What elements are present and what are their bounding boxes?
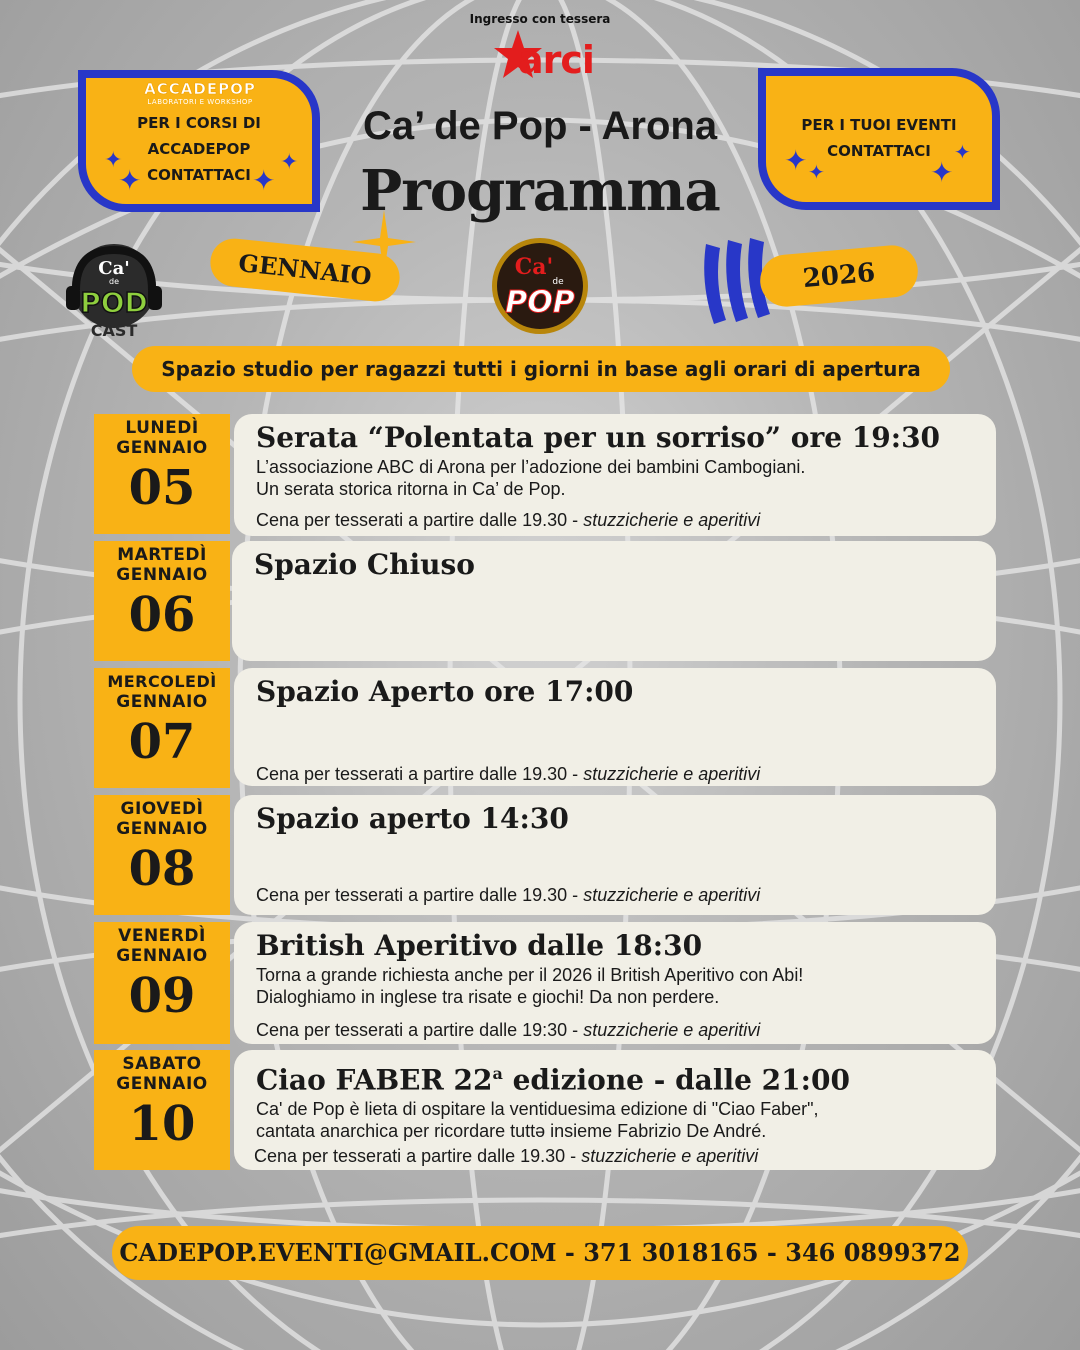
- event-note-italic: stuzzicherie e aperitivi: [583, 885, 761, 905]
- sparkle-icon: ✦: [280, 150, 299, 175]
- sparkle-icon: ✦: [808, 160, 825, 184]
- year-pill: 2026: [758, 243, 920, 309]
- sparkle-icon: ✦: [104, 148, 123, 173]
- event-card-10: [234, 1050, 996, 1170]
- event-description-line2: cantata anarchica per ricordare tuttə insieme Fabrizio De André.: [256, 1121, 767, 1142]
- event-description-line1: Ca' de Pop è lieta di ospitare la ventiduesima edizione di "Ciao Faber",: [256, 1099, 819, 1120]
- event-title-sup: a: [492, 1064, 503, 1083]
- event-card-08: [234, 795, 996, 915]
- sparkle-icon: ✦: [252, 164, 276, 197]
- ingresso-label: Ingresso con tessera: [469, 12, 611, 26]
- day-name: LUNEDÌ: [125, 418, 199, 438]
- event-card-07: [234, 668, 996, 786]
- event-card-05: [234, 414, 996, 536]
- podcast-logo-line2: de: [109, 277, 119, 286]
- day-number: 05: [128, 460, 196, 516]
- day-month: GENNAIO: [116, 946, 208, 966]
- day-name: MARTEDÌ: [117, 545, 207, 565]
- venue-subtitle: Ca’ de Pop - Arona: [362, 104, 718, 148]
- event-note-text: Cena per tesserati a partire dalle 19.30 -: [256, 885, 584, 905]
- sparkle-icon: ✦: [784, 144, 808, 177]
- day-month: GENNAIO: [116, 692, 208, 712]
- event-note: [256, 1020, 760, 1041]
- cadepop-logo: [490, 236, 590, 336]
- date-box-10: [94, 1050, 230, 1170]
- event-note: [256, 764, 760, 785]
- cadepop-logo-line1: Ca': [514, 254, 554, 280]
- page-title: Programma: [360, 158, 720, 224]
- cadepop-logo-line2: de: [552, 277, 564, 287]
- accadepop-logo: [130, 80, 270, 106]
- podcast-logo-line1: Ca': [98, 258, 130, 279]
- event-note-italic: stuzzicherie e aperitivi: [583, 1020, 761, 1040]
- podcast-logo: [56, 240, 172, 344]
- day-name: GIOVEDÌ: [120, 799, 204, 819]
- event-note-text: Cena per tesserati a partire dalle 19.30 -: [254, 1146, 582, 1166]
- date-box-07: [94, 668, 230, 788]
- event-title: [256, 1056, 996, 1098]
- event-title-post: edizione - dalle 21:00: [502, 1063, 850, 1097]
- date-box-06: [94, 541, 230, 661]
- study-space-banner: Spazio studio per ragazzi tutti i giorni in base agli orari di apertura: [132, 346, 950, 392]
- accadepop-line2: ACCADEPOP: [147, 140, 251, 158]
- month-pill: GENNAIO: [208, 236, 402, 304]
- date-box-05: [94, 414, 230, 534]
- day-month: GENNAIO: [116, 438, 208, 458]
- date-box-08: [94, 795, 230, 915]
- event-card-06: [232, 541, 996, 661]
- arci-logo-text: arci: [518, 38, 594, 82]
- event-description-line1: L’associazione ABC di Arona per l’adozione dei bambini Cambogiani.: [256, 457, 806, 477]
- accadepop-logo-name: ACCADEPOP: [144, 80, 256, 98]
- sparkle-icon: ✦: [930, 156, 954, 189]
- date-box-09: [94, 922, 230, 1044]
- event-title: British Aperitivo dalle 18:30: [256, 929, 703, 962]
- events-contact-box: [758, 68, 1000, 210]
- contact-banner: CADEPOP.EVENTI@GMAIL.COM - 371 3018165 - 346 0899372: [112, 1226, 968, 1280]
- event-note-text: Cena per tesserati a partire dalle 19:30 -: [256, 1020, 584, 1040]
- event-title: Spazio Chiuso: [254, 548, 475, 581]
- accadepop-line3: CONTATTACI: [147, 166, 251, 184]
- podcast-logo-line3: POD: [80, 286, 148, 319]
- event-note: [256, 885, 760, 906]
- event-description-line1: Torna a grande richiesta anche per il 2026 il British Aperitivo con Abi!: [256, 965, 804, 985]
- event-description-line2: Dialoghiamo in inglese tra risate e giochi! Da non perdere.: [256, 987, 720, 1007]
- event-note-text: Cena per tesserati a partire dalle 19.30 -: [256, 764, 584, 784]
- event-note-text: Cena per tesserati a partire dalle 19.30 -: [256, 510, 584, 530]
- day-month: GENNAIO: [116, 565, 208, 585]
- day-number: 06: [128, 587, 196, 643]
- day-number: 10: [128, 1096, 196, 1152]
- accadepop-line1: PER I CORSI DI: [137, 114, 261, 132]
- day-name: MERCOLEDÌ: [107, 672, 217, 691]
- accadepop-logo-sub: LABORATORI E WORKSHOP: [147, 98, 253, 106]
- event-title-pre: Ciao FABER 22: [256, 1063, 493, 1097]
- events-line2: CONTATTACI: [827, 142, 931, 160]
- event-note-italic: stuzzicherie e aperitivi: [581, 1146, 759, 1166]
- day-number: 09: [128, 968, 196, 1024]
- event-note: [256, 510, 760, 531]
- day-month: GENNAIO: [116, 819, 208, 839]
- day-number: 07: [128, 714, 196, 770]
- day-month: GENNAIO: [116, 1074, 208, 1094]
- event-card-09: [234, 922, 996, 1044]
- event-note: [254, 1146, 758, 1167]
- cadepop-logo-line3: POP: [505, 285, 575, 320]
- sparkle-icon: ✦: [118, 164, 142, 197]
- event-note-italic: stuzzicherie e aperitivi: [583, 764, 761, 784]
- event-title: Spazio aperto 14:30: [256, 802, 569, 835]
- event-note-italic: stuzzicherie e aperitivi: [583, 510, 761, 530]
- day-name: SABATO: [122, 1054, 202, 1074]
- day-number: 08: [128, 841, 196, 897]
- event-title: Serata “Polentata per un sorriso” ore 19:30: [256, 421, 941, 454]
- event-title: Spazio Aperto ore 17:00: [256, 675, 634, 708]
- sparkle-icon: ✦: [954, 140, 971, 164]
- events-line1: PER I TUOI EVENTI: [801, 116, 957, 134]
- podcast-logo-line4: CAST: [90, 321, 138, 340]
- day-name: VENERDÌ: [118, 926, 206, 946]
- event-description-line2: Un serata storica ritorna in Ca’ de Pop.: [256, 479, 566, 499]
